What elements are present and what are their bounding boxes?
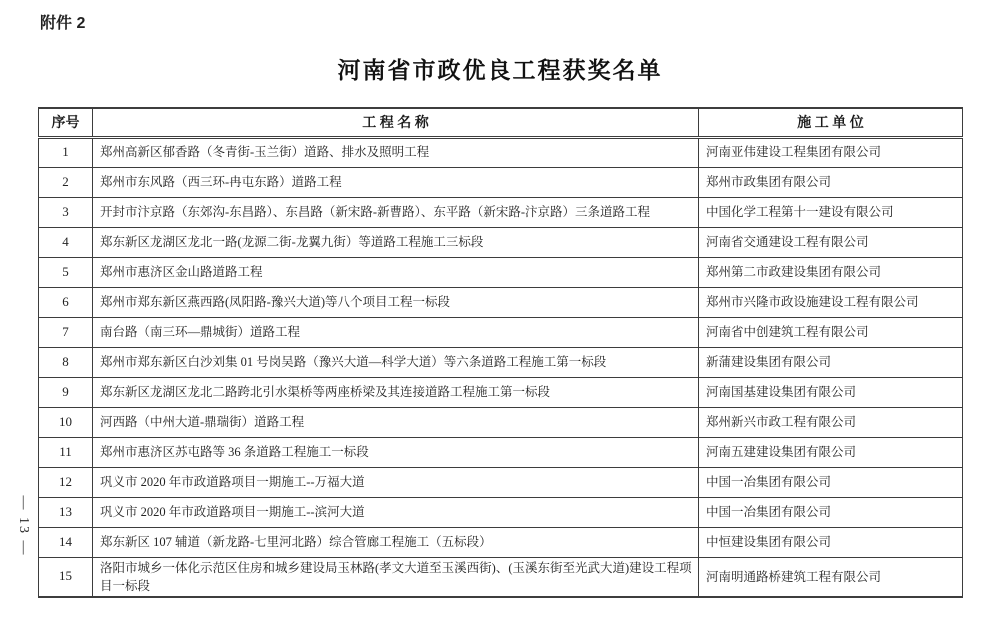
cell-project-name: 洛阳市城乡一体化示范区住房和城乡建设局玉林路(孝文大道至玉溪西街)、(玉溪东街至光武大道)建设工程项目一标段 [93,557,699,597]
cell-index: 6 [39,287,93,317]
table-row [39,557,963,597]
cell-project-name: 开封市汴京路（东郊沟-东昌路）、东昌路（新宋路-新曹路）、东平路（新宋路-汴京路）三条道路工程 [93,197,699,227]
cell-contractor: 郑州市兴隆市政设施建设工程有限公司 [699,287,963,317]
cell-project-name: 郑东新区龙湖区龙北二路跨北引水渠桥等两座桥梁及其连接道路工程施工第一标段 [93,377,699,407]
table-row [39,167,963,197]
cell-index: 13 [39,497,93,527]
table-row [39,467,963,497]
table-row [39,437,963,467]
table-row [39,227,963,257]
cell-contractor: 中恒建设集团有限公司 [699,527,963,557]
table-header [39,108,963,137]
cell-index: 15 [39,557,93,597]
page-title: 河南省市政优良工程获奖名单 [337,57,663,83]
table-row [39,257,963,287]
cell-contractor: 郑州新兴市政工程有限公司 [699,407,963,437]
cell-index: 2 [39,167,93,197]
cell-project-name: 郑州市惠济区苏屯路等 36 条道路工程施工一标段 [93,437,699,467]
cell-contractor: 郑州第二市政建设集团有限公司 [699,257,963,287]
cell-index: 9 [39,377,93,407]
header-index: 序号 [39,108,93,137]
cell-contractor: 中国一冶集团有限公司 [699,497,963,527]
cell-index: 12 [39,467,93,497]
cell-index: 1 [39,137,93,167]
cell-index: 5 [39,257,93,287]
cell-contractor: 新蒲建设集团有限公司 [699,347,963,377]
cell-project-name: 郑州市郑东新区燕西路(凤阳路-豫兴大道)等八个项目工程一标段 [93,287,699,317]
cell-contractor: 河南明通路桥建筑工程有限公司 [699,557,963,597]
cell-project-name: 郑州高新区郁香路（冬青街-玉兰街）道路、排水及照明工程 [93,137,699,167]
table-row [39,527,963,557]
cell-project-name: 郑州市东风路（西三环-冉屯东路）道路工程 [93,167,699,197]
attachment-label: 附件 2 [40,15,86,32]
cell-project-name: 郑州市惠济区金山路道路工程 [93,257,699,287]
cell-index: 14 [39,527,93,557]
cell-contractor: 中国一冶集团有限公司 [699,467,963,497]
cell-project-name: 巩义市 2020 年市政道路项目一期施工--万福大道 [93,467,699,497]
table-row [39,287,963,317]
cell-index: 7 [39,317,93,347]
cell-contractor: 河南省交通建设工程有限公司 [699,227,963,257]
header-project-name: 工 程 名 称 [93,108,699,137]
cell-project-name: 巩义市 2020 年市政道路项目一期施工--滨河大道 [93,497,699,527]
cell-contractor: 郑州市政集团有限公司 [699,167,963,197]
cell-index: 11 [39,437,93,467]
cell-index: 8 [39,347,93,377]
cell-index: 10 [39,407,93,437]
cell-project-name: 南台路（南三环—鼎城街）道路工程 [93,317,699,347]
table-row [39,137,963,167]
table-body [39,137,963,597]
cell-project-name: 河西路（中州大道-鼎瑞街）道路工程 [93,407,699,437]
cell-contractor: 河南亚伟建设工程集团有限公司 [699,137,963,167]
table-row [39,347,963,377]
cell-index: 3 [39,197,93,227]
cell-project-name: 郑东新区龙湖区龙北一路(龙源二街-龙翼九街）等道路工程施工三标段 [93,227,699,257]
table-row [39,497,963,527]
cell-project-name: 郑州市郑东新区白沙刘集 01 号岗吴路（豫兴大道—科学大道）等六条道路工程施工第一标段 [93,347,699,377]
table-row [39,317,963,347]
cell-contractor: 中国化学工程第十一建设有限公司 [699,197,963,227]
cell-index: 4 [39,227,93,257]
cell-project-name: 郑东新区 107 辅道（新龙路-七里河北路）综合管廊工程施工（五标段） [93,527,699,557]
table-row [39,407,963,437]
table-header-row [39,108,963,137]
page-number: — 13 — [16,495,31,557]
award-table [38,107,963,598]
header-contractor: 施 工 单 位 [699,108,963,137]
table-row [39,377,963,407]
cell-contractor: 河南国基建设集团有限公司 [699,377,963,407]
cell-contractor: 河南五建建设集团有限公司 [699,437,963,467]
cell-contractor: 河南省中创建筑工程有限公司 [699,317,963,347]
table-row [39,197,963,227]
